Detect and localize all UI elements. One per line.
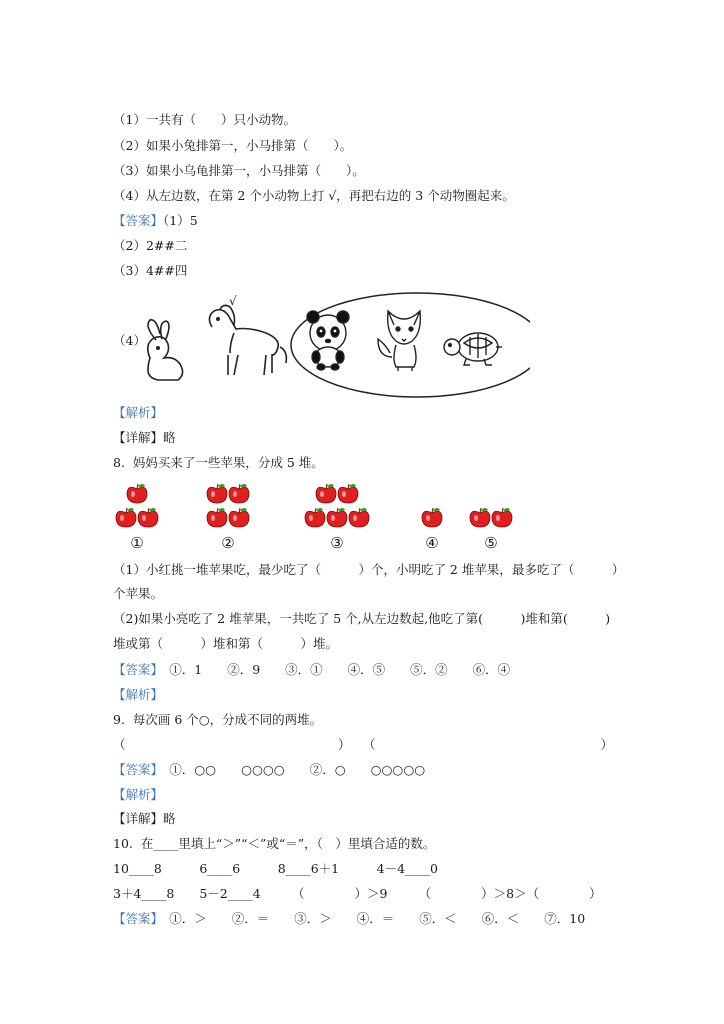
apple-icon [229, 508, 249, 527]
answer-tag: 【答案】 [113, 762, 157, 777]
apple-icon [207, 484, 227, 503]
q9-detail: 【详解】略 [113, 811, 176, 826]
fox-icon [378, 311, 420, 371]
q9-answer-line [113, 762, 425, 778]
q7-answer-4-label: （4） [113, 333, 146, 348]
q8-answer-line [113, 662, 510, 678]
apple-icon [116, 508, 136, 527]
q7-sub2: （2）如果小兔排第一，小马排第（ ）。 [113, 138, 353, 153]
apple-pile-3 [305, 484, 369, 552]
apple-icon [327, 508, 347, 527]
q9-answer-text: ①．○○ ○○○○ ②．○ ○○○○○ [156, 762, 426, 777]
apple-icon [207, 508, 227, 527]
apple-icon [316, 484, 336, 503]
horse-icon [209, 305, 286, 375]
apple-pile-5 [470, 508, 512, 552]
check-mark: √ [229, 294, 237, 308]
pile-label: ① [130, 534, 144, 552]
q7-sub4: （4）从左边数，在第 2 个小动物上打 √，再把右边的 3 个动物圈起来。 [113, 188, 515, 203]
apple-icon [229, 484, 249, 503]
apple-icon [470, 508, 490, 527]
apple-icon [305, 508, 325, 527]
q7-answer-line [113, 213, 198, 229]
q8-stem: 8. 妈妈买来了一些苹果，分成 5 堆。 [113, 455, 324, 470]
animals-illustration [130, 285, 530, 400]
pile-label: ③ [330, 534, 344, 552]
rabbit-icon [148, 320, 183, 380]
apple-pile-1 [116, 484, 158, 552]
apple-icon [338, 484, 358, 503]
apple-icon [349, 508, 369, 527]
pile-label: ⑤ [484, 534, 498, 552]
q8-answer-text: ①．1 ②．9 ③．① ④．⑤ ⑤．② ⑥．④ [156, 662, 511, 677]
q8-sub1-a: （1）小红挑一堆苹果吃，最少吃了（ ）个，小明吃了 2 堆苹果，最多吃了（ ） [113, 562, 625, 577]
apple-icon [422, 508, 442, 527]
apple-pile-2 [207, 484, 249, 552]
q9-analysis-tag: 【解析】 [113, 787, 164, 802]
apple-icon [127, 484, 147, 503]
panda-icon [307, 311, 349, 370]
q8-sub2-b: 堆或第（ ）堆和第（ ）堆。 [113, 636, 339, 651]
q7-answer-2: （2）2##二 [113, 238, 188, 253]
pile-label: ④ [425, 534, 439, 552]
apple-pile-4 [422, 508, 442, 552]
answer-tag: 【答案】 [113, 213, 164, 228]
answer-tag: 【答案】 [113, 662, 157, 677]
q10-stem: 10. 在____里填上“＞”“＜”或“＝”，（ ）里填合适的数。 [113, 836, 436, 851]
q7-sub1: （1）一共有（ ）只小动物。 [113, 112, 296, 127]
apple-piles-figure [0, 478, 724, 558]
q8-sub2-a: （2)如果小亮吃了 2 堆苹果，一共吃了 5 个,从左边数起,他吃了第( )堆和第( ) [113, 611, 611, 626]
q10-answer-line [113, 911, 585, 927]
q7-detail: 【详解】略 [113, 430, 176, 445]
q8-sub1-b: 个苹果。 [113, 586, 164, 601]
q7-analysis-tag: 【解析】 [113, 405, 164, 420]
q10-row1: 10____8 6____6 8____6＋1 4－4____0 [113, 861, 438, 876]
q10-answer-text: ①．＞ ②．＝ ③．＞ ④．＝ ⑤．＜ ⑥．＜ ⑦．10 [156, 911, 586, 926]
apple-icon [492, 508, 512, 527]
pile-label: ② [221, 534, 235, 552]
turtle-icon [444, 333, 502, 365]
q9-stem: 9. 每次画 6 个○，分成不同的两堆。 [113, 712, 323, 727]
q8-analysis-tag: 【解析】 [113, 687, 164, 702]
q7-answer-3: （3）4##四 [113, 263, 188, 278]
q7-answer-1: （1）5 [163, 213, 198, 228]
apple-icon [138, 508, 158, 527]
q9-blanks: （ ） （ ） [113, 737, 614, 752]
q10-row2: 3＋4____8 5－2____4 （ ）＞9 （ ）＞8＞（ ） [113, 886, 602, 901]
q7-sub3: （3）如果小乌龟排第一，小马排第（ ）。 [113, 163, 365, 178]
answer-tag: 【答案】 [113, 911, 157, 926]
